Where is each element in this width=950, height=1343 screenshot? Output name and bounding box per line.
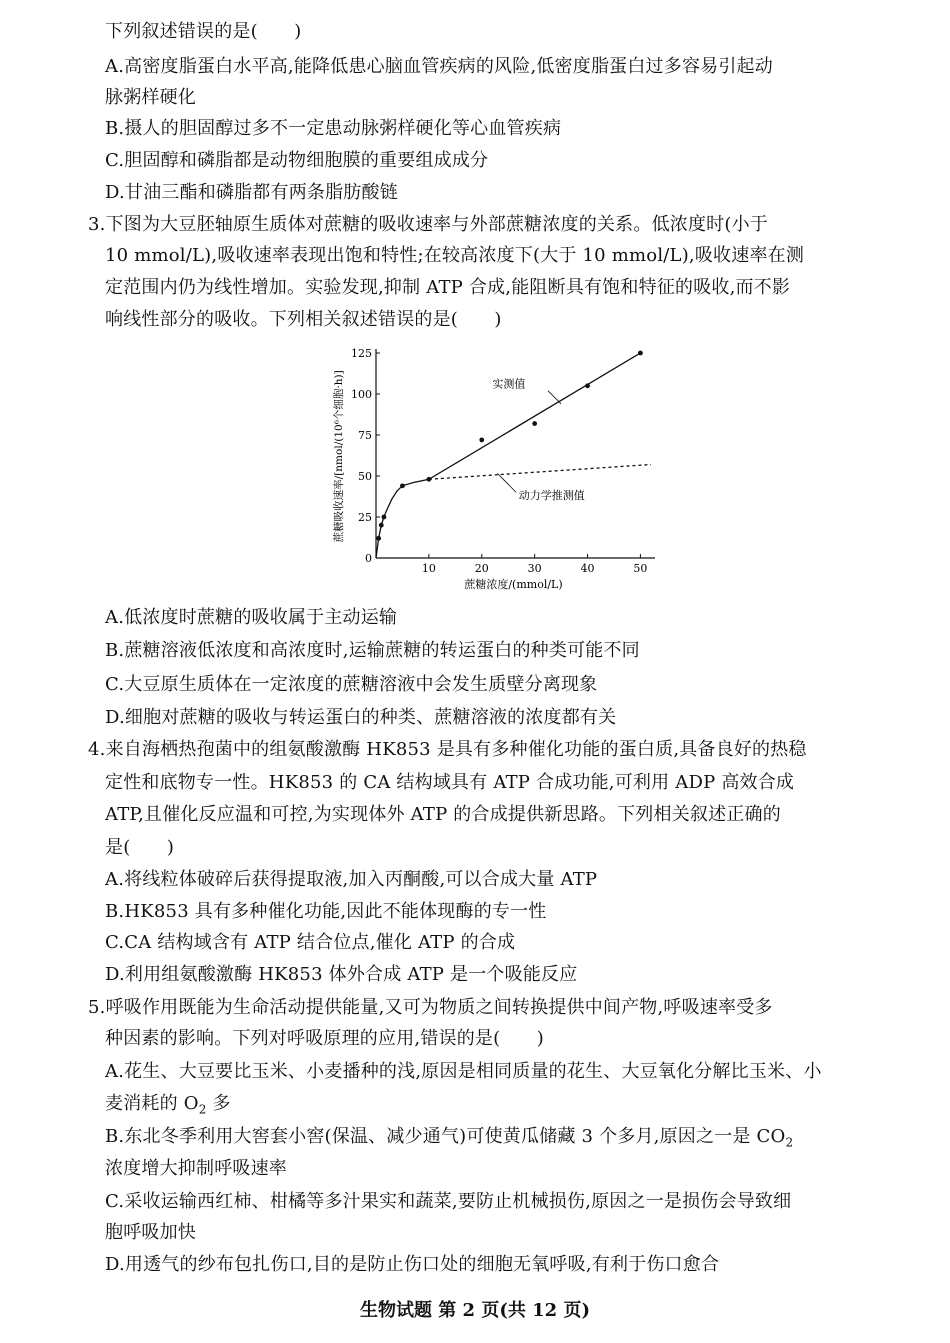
q5-option-d: D.用透气的纱布包扎伤口,目的是防止伤口处的细胞无氧呼吸,有利于伤口愈合 <box>105 1254 720 1275</box>
x-axis-label: 蔗糖浓度/(mmol/L) <box>464 578 563 591</box>
x-tick-label: 30 <box>527 562 542 575</box>
annotation-kinetic-leader <box>498 474 517 493</box>
q4-stem-line1: 4.来自海栖热孢菌中的组氨酸激酶 HK853 是具有多种催化功能的蛋白质,具备良好的热稳 <box>88 739 807 760</box>
q4-stem-line3: ATP,且催化反应温和可控,为实现体外 ATP 的合成提供新思路。下列相关叙述正确的 <box>105 804 781 825</box>
q2-option-a-line2: 脉粥样硬化 <box>105 87 196 108</box>
y-tick-label: 50 <box>358 470 372 483</box>
q4-stem-line4: 是( ) <box>105 837 175 858</box>
data-point <box>479 438 484 443</box>
data-point <box>532 421 537 426</box>
data-point <box>382 515 387 520</box>
q3-option-d: D.细胞对蔗糖的吸收与转运蛋白的种类、蔗糖溶液的浓度都有关 <box>105 707 617 728</box>
data-point <box>638 351 643 356</box>
q5-option-b-text1: B.东北冬季利用大窖套小窖(保温、减少通气)可使黄瓜储藏 3 个多月,原因之一是 CO <box>105 1126 786 1147</box>
data-point <box>400 483 405 488</box>
annotation-kinetic: 动力学推测值 <box>518 488 585 502</box>
q3-stem-line2: 10 mmol/L),吸收速率表现出饱和特性;在较高浓度下(大于 10 mmol/L),吸收速率在测 <box>105 245 805 266</box>
q3-option-a: A.低浓度时蔗糖的吸收属于主动运输 <box>105 607 398 628</box>
x-tick-label: 50 <box>633 562 648 575</box>
q5-option-b-sub: 2 <box>785 1135 794 1150</box>
q5-option-a-sub: 2 <box>198 1102 207 1117</box>
q5-stem-line2: 种因素的影响。下列对呼吸原理的应用,错误的是( ) <box>105 1028 544 1049</box>
x-tick-label: 20 <box>474 562 489 575</box>
annotation-measured-leader <box>548 391 561 404</box>
q2-intro: 下列叙述错误的是( ) <box>105 21 302 42</box>
y-tick-label: 75 <box>358 429 372 442</box>
y-tick-label: 25 <box>358 511 372 524</box>
q2-option-b: B.摄人的胆固醇过多不一定患动脉粥样硬化等心血管疾病 <box>105 118 562 139</box>
q4-option-c: C.CA 结构域含有 ATP 结合位点,催化 ATP 的合成 <box>105 932 516 953</box>
q3-stem-line3: 定范围内仍为线性增加。实验发现,抑制 ATP 合成,能阻断具有饱和特征的吸收,而不影 <box>105 277 791 298</box>
q4-option-a: A.将线粒体破碎后获得提取液,加入丙酮酸,可以合成大量 ATP <box>105 869 598 890</box>
data-point <box>585 383 590 388</box>
q3-stem-line1: 3.下图为大豆胚轴原生质体对蔗糖的吸收速率与外部蔗糖浓度的关系。低浓度时(小于 <box>88 214 768 235</box>
q4-option-b: B.HK853 具有多种催化功能,因此不能体现酶的专一性 <box>105 901 547 922</box>
q5-option-a-line2 <box>105 1092 231 1122</box>
q2-option-a-line1: A.高密度脂蛋白水平高,能降低患心脑血管疾病的风险,低密度脂蛋白过多容易引起动 <box>105 56 773 77</box>
q5-stem-line1: 5.呼吸作用既能为生命活动提供能量,又可为物质之间转换提供中间产物,呼吸速率受多 <box>88 997 773 1018</box>
q3-stem-line4: 响线性部分的吸收。下列相关叙述错误的是( ) <box>105 309 502 330</box>
q5-option-a-line1: A.花生、大豆要比玉米、小麦播种的浅,原因是相同质量的花生、大豆氧化分解比玉米、小 <box>105 1061 822 1082</box>
q5-option-b-line2: 浓度增大抑制呼吸速率 <box>105 1158 287 1179</box>
y-tick-label: 100 <box>351 388 372 401</box>
q2-option-c: C.胆固醇和磷脂都是动物细胞膜的重要组成成分 <box>105 150 489 171</box>
q3-option-b: B.蔗糖溶液低浓度和高浓度时,运输蔗糖的转运蛋白的种类可能不同 <box>105 640 640 661</box>
x-tick-label: 10 <box>421 562 436 575</box>
y-tick-label: 0 <box>365 552 372 565</box>
q2-option-d: D.甘油三酯和磷脂都有两条脂肪酸链 <box>105 182 398 203</box>
q3-option-c: C.大豆原生质体在一定浓度的蔗糖溶液中会发生质壁分离现象 <box>105 674 598 695</box>
data-point <box>379 523 384 528</box>
q5-option-a-text1: 麦消耗的 O <box>105 1093 199 1114</box>
y-axis-label: 蔗糖吸收速率/[nmol/(10⁶个细胞·h)] <box>333 370 345 543</box>
q5-option-a-text2: 多 <box>206 1093 231 1114</box>
q4-stem-line2: 定性和底物专一性。HK853 的 CA 结构域具有 ATP 合成功能,可利用 ADP 高效合成 <box>105 772 795 793</box>
annotation-measured: 实测值 <box>492 377 526 391</box>
y-tick-label: 125 <box>351 347 372 360</box>
series-line-2 <box>429 465 651 480</box>
sucrose-uptake-chart <box>320 340 660 602</box>
x-tick-label: 40 <box>580 562 595 575</box>
data-point <box>376 536 381 541</box>
page-footer: 生物试题 第 2 页(共 12 页) <box>360 1300 590 1321</box>
q5-option-c-line2: 胞呼吸加快 <box>105 1222 196 1243</box>
q5-option-b-line1 <box>105 1125 793 1155</box>
q4-option-d: D.利用组氨酸激酶 HK853 体外合成 ATP 是一个吸能反应 <box>105 964 578 985</box>
q5-option-c-line1: C.采收运输西红柿、柑橘等多汁果实和蔬菜,要防止机械损伤,原因之一是损伤会导致细 <box>105 1191 792 1212</box>
